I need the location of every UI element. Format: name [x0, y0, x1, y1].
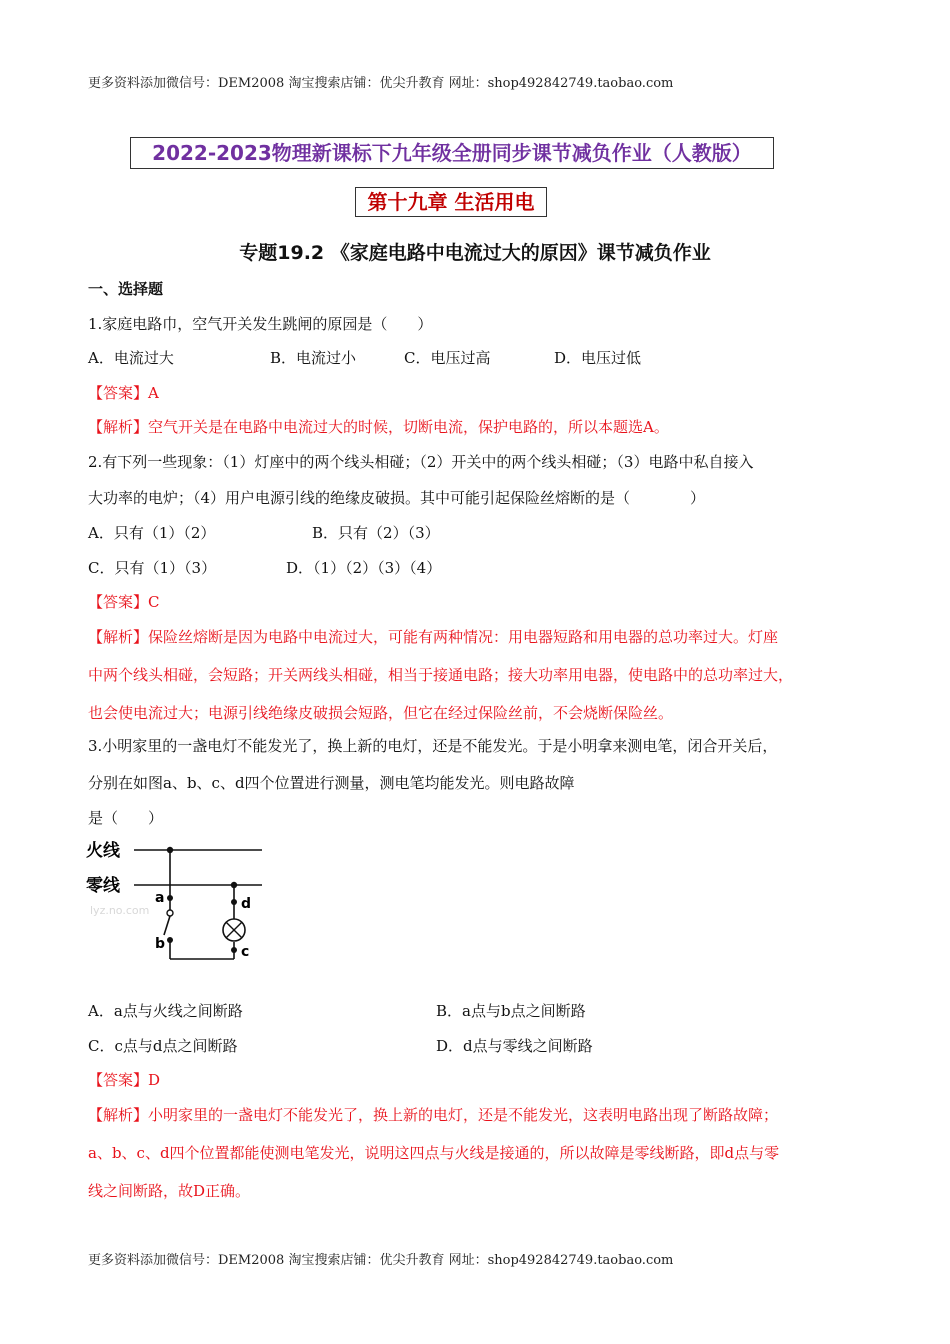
point-b-label: b	[155, 936, 166, 952]
page-footer: 更多资料添加微信号：DEM2008 淘宝搜索店铺：优尖升教育 网址：shop492842749.taobao.com	[88, 1253, 674, 1268]
neutral-junction	[231, 882, 237, 888]
q1-option-a: A．电流过大	[88, 349, 174, 367]
page-header: 更多资料添加微信号：DEM2008 淘宝搜索店铺：优尖升教育 网址：shop492842749.taobao.com	[88, 76, 674, 91]
analysis-tag: 【解析】	[88, 628, 149, 646]
main-title: 2022-2023物理新课标下九年级全册同步课节减负作业（人教版）	[130, 137, 774, 169]
q2-option-a: A．只有（1）（2）	[88, 524, 216, 542]
analysis-text: 空气开关是在电路中电流过大的时候，切断电流，保护电路的，所以本题选A。	[148, 418, 669, 436]
q2-analysis-line3: 也会使电流过大；电源引线绝缘皮破损会短路，但它在经过保险丝前，不会烧断保险丝。	[88, 704, 674, 722]
q3-analysis-line3: 线之间断路，故D正确。	[88, 1182, 251, 1200]
q3-stem-line3: 是（ ）	[88, 809, 164, 827]
q3-option-d: D．d点与零线之间断路	[436, 1037, 593, 1055]
point-d-label: d	[241, 896, 252, 912]
q3-analysis-line1	[88, 1104, 778, 1125]
switch-blade	[164, 916, 170, 935]
live-label: 火线	[86, 841, 120, 861]
q1-option-d: D．电压过低	[554, 349, 642, 367]
q1-analysis	[88, 416, 669, 437]
point-a-dot	[167, 895, 173, 901]
analysis-text: 小明家里的一盏电灯不能发光了，换上新的电灯，还是不能发光，这表明电路出现了断路故障；	[148, 1106, 779, 1124]
circuit-diagram	[80, 832, 280, 972]
q3-stem-line1: 3.小明家里的一盏电灯不能发光了，换上新的电灯，还是不能发光。于是小明拿来测电笔，闭合开关后，	[88, 737, 778, 755]
answer-tag: 【答案】	[88, 1071, 149, 1089]
topic-title: 专题19.2 《家庭电路中电流过大的原因》课节减负作业	[239, 242, 711, 264]
q2-option-b: B．只有（2）（3）	[312, 524, 440, 542]
analysis-text: 保险丝熔断是因为电路中电流过大，可能有两种情况：用电器短路和用电器的总功率过大。灯座	[148, 628, 779, 646]
answer-value: D	[148, 1071, 161, 1089]
q3-analysis-line2: a、b、c、d四个位置都能使测电笔发光，说明这四点与火线是接通的，所以故障是零线断路，即d点与零	[88, 1144, 780, 1162]
q2-stem-line2: 大功率的电炉；（4）用户电源引线的绝缘皮破损。其中可能引起保险丝熔断的是（ ）	[88, 489, 706, 507]
q2-analysis-line1	[88, 626, 778, 647]
q2-stem-line1: 2.有下列一些现象：（1）灯座中的两个线头相碰；（2）开关中的两个线头相碰；（3）电路中私自接入	[88, 453, 754, 471]
q2-answer	[88, 591, 160, 612]
q3-option-b: B．a点与b点之间断路	[436, 1002, 586, 1020]
point-d-dot	[231, 899, 237, 905]
point-c-label: c	[241, 944, 250, 960]
q2-option-d: D．（1）（2）（3）（4）	[286, 559, 442, 577]
q3-answer	[88, 1069, 160, 1090]
answer-tag: 【答案】	[88, 384, 149, 402]
q3-stem-line2: 分别在如图a、b、c、d四个位置进行测量，测电笔均能发光。则电路故障	[88, 774, 575, 792]
q1-option-b: B．电流过小	[270, 349, 357, 367]
chapter-title: 第十九章 生活用电	[355, 187, 547, 217]
q1-answer	[88, 382, 159, 403]
analysis-tag: 【解析】	[88, 1106, 149, 1124]
point-c-dot	[231, 947, 237, 953]
analysis-tag: 【解析】	[88, 418, 149, 436]
switch-contact-top	[167, 910, 173, 916]
point-a-label: a	[155, 890, 165, 906]
answer-value: A	[148, 384, 159, 402]
q3-option-c: C．c点与d点之间断路	[88, 1037, 238, 1055]
neutral-label: 零线	[86, 876, 120, 896]
watermark: lyz.no.com	[90, 904, 150, 917]
q2-option-c: C．只有（1）（3）	[88, 559, 217, 577]
q1-option-c: C．电压过高	[404, 349, 491, 367]
q2-analysis-line2: 中两个线头相碰，会短路；开关两线头相碰，相当于接通电路；接大功率用电器，使电路中的总功率过大，	[88, 666, 794, 684]
q1-stem: 1.家庭电路巾，空气开关发生跳闸的原园是（ ）	[88, 315, 433, 333]
answer-value: C	[148, 593, 160, 611]
answer-tag: 【答案】	[88, 593, 149, 611]
section-heading: 一、选择题	[88, 280, 164, 298]
q3-option-a: A．a点与火线之间断路	[88, 1002, 243, 1020]
